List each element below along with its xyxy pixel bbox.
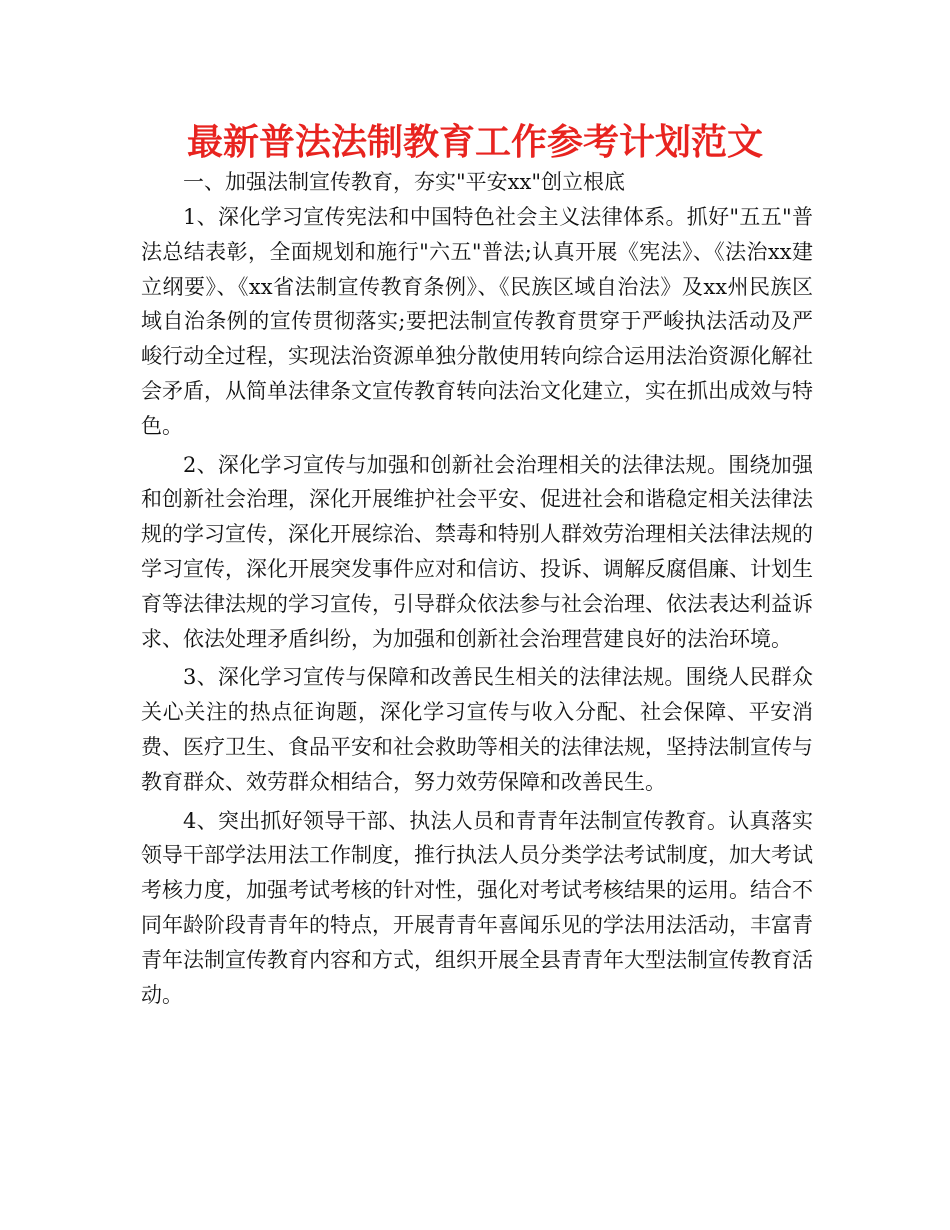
paragraph-3: 3、深化学习宣传与保障和改善民生相关的法律法规。围绕人民群众关心关注的热点征询题，深化学习宣传与收入分配、社会保障、平安消费、医疗卫生、食品平安和社会救助等相关的法律法规，坚持法制宣传与教育群众、效劳群众相结合，努力效劳保障和改善民生。	[141, 665, 813, 794]
document-body	[141, 168, 813, 1012]
paragraph-2: 2、深化学习宣传与加强和创新社会治理相关的法律法规。围绕加强和创新社会治理，深化开展维护社会平安、促进社会和谐稳定相关法律法规的学习宣传，深化开展综治、禁毒和特别人群效劳治理相关法律法规的学习宣传，深化开展突发事件应对和信访、投诉、调解反腐倡廉、计划生育等法律法规的学习宣传，引导群众依法参与社会治理、依法表达利益诉求、依法处理矛盾纠纷，为加强和创新社会治理营建良好的法治环境。	[141, 452, 813, 651]
section-heading: 一、加强法制宣传教育，夯实"平安xx"创立根底	[183, 170, 626, 194]
paragraph-4: 4、突出抓好领导干部、执法人员和青青年法制宣传教育。认真落实领导干部学法用法工作制度，推行执法人员分类学法考试制度，加大考试考核力度，加强考试考核的针对性，强化对考试考核结果的运用。结合不同年龄阶段青青年的特点，开展青青年喜闻乐见的学法用法活动，丰富青青年法制宣传教育内容和方式，组织开展全县青青年大型法制宣传教育活动。	[141, 808, 813, 1007]
document-title: 最新普法法制教育工作参考计划范文	[186, 122, 763, 163]
paragraph-1: 1、深化学习宣传宪法和中国特色社会主义法律体系。抓好"五五"普法总结表彰，全面规划和施行"六五"普法;认真开展《宪法》、《法治xx建立纲要》、《xx省法制宣传教育条例》、《民族区域自治法》及xx州民族区域自治条例的宣传贯彻落实;要把法制宣传教育贯穿于严峻执法活动及严峻行动全过程，实现法治资源单独分散使用转向综合运用法治资源化解社会矛盾，从简单法律条文宣传教育转向法治文化建立，实在抓出成效与特色。	[141, 205, 813, 438]
